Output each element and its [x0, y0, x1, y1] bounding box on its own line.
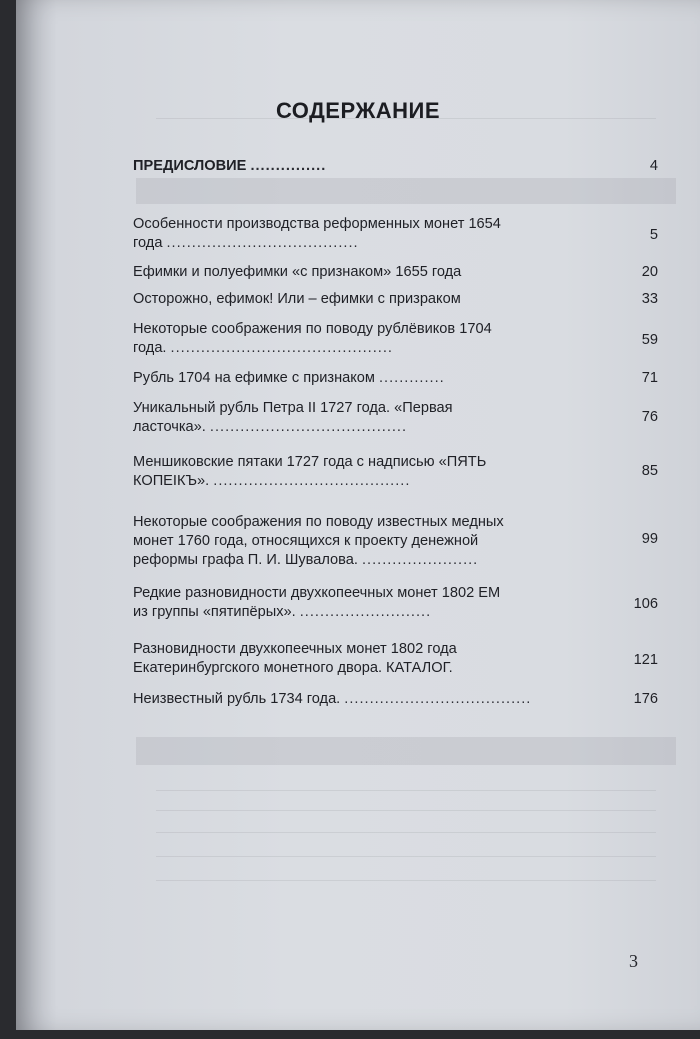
toc-page-number: 99: [641, 531, 658, 547]
toc-title: Неизвестный рубль 1734 года. .....................................: [133, 691, 532, 707]
toc-entry[interactable]: [133, 320, 658, 360]
toc-page-number: 121: [633, 652, 658, 668]
toc-title: Некоторые соображения по поводу известных медных монет 1760 года, относящихся к проекту денежной реформы графа П. И. Шувалова. .......................: [133, 514, 504, 568]
show-through-line: [156, 832, 656, 833]
toc-title: ПРЕДИСЛОВИЕ ...............: [133, 158, 327, 174]
show-through-line: [156, 810, 656, 811]
toc-page-number: 33: [641, 291, 658, 307]
toc-entry[interactable]: [133, 369, 658, 389]
book-page: [16, 0, 700, 1030]
toc-page-number: 5: [649, 227, 658, 243]
toc-title: Рубль 1704 на ефимке с признаком .............: [133, 370, 445, 386]
contents-heading: СОДЕРЖАНИЕ: [275, 98, 441, 123]
toc-entry[interactable]: [133, 453, 658, 493]
toc-entry[interactable]: [133, 690, 658, 710]
toc-entry[interactable]: [133, 215, 658, 255]
toc-page-number: 85: [641, 463, 658, 479]
toc-entry[interactable]: [133, 399, 658, 439]
toc-title: Редкие разновидности двухкопеечных монет 1802 ЕМ из группы «пятипёрых». ..........................: [133, 585, 501, 620]
toc-entry[interactable]: [133, 513, 658, 573]
toc-entry[interactable]: [133, 157, 658, 177]
toc-title: Особенности производства реформенных монет 1654 года ......................................: [133, 216, 501, 251]
toc-title: Осторожно, ефимок! Или – ефимки с призраком: [133, 291, 461, 307]
toc-page-number: 71: [641, 370, 658, 386]
show-through-band: [136, 737, 676, 765]
toc-title: Меншиковские пятаки 1727 года с надписью «ПЯТЬ КОПЕIКЪ». .......................................: [133, 454, 487, 489]
show-through-line: [156, 856, 656, 857]
toc-title: Уникальный рубль Петра II 1727 года. «Первая ласточка». .......................................: [133, 400, 453, 435]
toc-page-number: 76: [641, 409, 658, 425]
toc-entry[interactable]: [133, 640, 658, 680]
toc-title: Разновидности двухкопеечных монет 1802 года Екатеринбургского монетного двора. КАТАЛОГ.: [133, 641, 457, 676]
page-number: 3: [629, 951, 638, 971]
toc-page-number: 106: [633, 596, 658, 612]
toc-entry[interactable]: [133, 584, 658, 624]
show-through-band: [136, 178, 676, 204]
toc-page-number: 4: [649, 158, 658, 174]
show-through-line: [156, 790, 656, 791]
toc-entry[interactable]: [133, 263, 658, 283]
show-through-line: [156, 880, 656, 881]
toc-title: Некоторые соображения по поводу рублёвиков 1704 года. ............................................: [133, 321, 492, 356]
toc-page-number: 59: [641, 332, 658, 348]
toc-entry[interactable]: [133, 290, 658, 310]
toc-page-number: 20: [641, 264, 658, 280]
toc-page-number: 176: [633, 691, 658, 707]
toc-title: Ефимки и полуефимки «с признаком» 1655 года: [133, 264, 462, 280]
